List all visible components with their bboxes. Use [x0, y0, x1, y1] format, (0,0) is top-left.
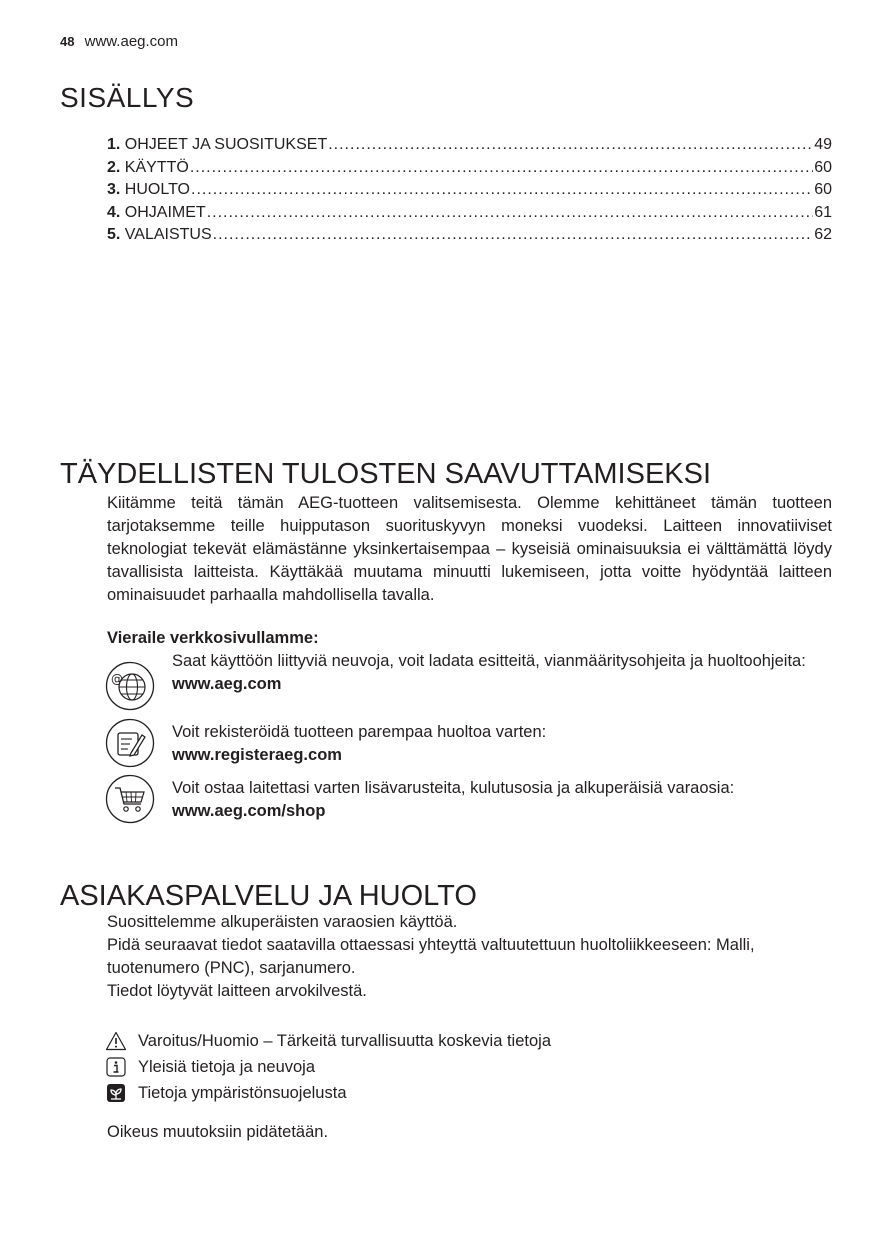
toc-item-number: 4.	[107, 203, 121, 221]
toc-item-label: OHJAIMET	[124, 203, 206, 221]
link-row-support	[105, 654, 833, 716]
toc-item-page: 62	[814, 226, 832, 243]
link-aeg[interactable]: www.aeg.com	[172, 675, 282, 693]
toc-item-number: 3.	[107, 181, 121, 198]
info-icon	[105, 1057, 127, 1077]
toc-title: SISÄLLYS	[60, 82, 195, 113]
toc-item-1[interactable]	[107, 136, 832, 159]
toc-leader-dots	[190, 159, 813, 177]
globe-icon	[105, 661, 155, 711]
header-url[interactable]: www.aeg.com	[84, 33, 179, 50]
legend-warning	[105, 1028, 551, 1054]
toc-item-label: HUOLTO	[124, 181, 190, 198]
toc-item-page: 60	[814, 158, 832, 176]
visit-heading: Vieraile verkkosivullamme:	[107, 629, 319, 647]
svg-text:@: @	[111, 672, 123, 686]
intro-paragraph: Kiitämme teitä tämän AEG-tuotteen valitsemisesta. Olemme kehittäneet tämän tuotteen tarjotaksemme teille huipputason suorituskyvyn moneksi vuodeksi. Laitteen innovatiiviset teknologiat tekevät elämästänne yksinkertaisempaa – kyseisiä ominaisuuksia ei välttämättä löydy tavallisista laitteista. Käyttäkää muutama minuutti lukemiseen, jotta voitte hyödyntää laitteen ominaisuudet parhaalla mahdollisella tavalla.	[107, 494, 832, 604]
legend-environment	[105, 1080, 551, 1106]
toc-item-2[interactable]	[107, 159, 832, 182]
toc-item-label: OHJEET JA SUOSITUKSET	[124, 136, 328, 153]
link-row-shop	[105, 774, 833, 826]
toc-item-4[interactable]	[107, 204, 832, 227]
toc-item-label: KÄYTTÖ	[124, 158, 189, 176]
service-line-3: Tiedot löytyvät laitteen arvokilvestä.	[107, 982, 367, 1000]
register-icon	[105, 718, 155, 768]
link-description: Voit ostaa laitettasi varten lisävarusteita, kulutusosia ja alkuperäisiä varaosia:	[172, 779, 735, 797]
legend-text: Yleisiä tietoja ja neuvoja	[138, 1057, 316, 1076]
link-row-register	[105, 718, 833, 770]
toc-leader-dots	[328, 136, 813, 154]
service-line-1: Suosittelemme alkuperäisten varaosien käyttöä.	[107, 913, 458, 931]
environment-icon	[105, 1083, 127, 1103]
legend-text: Tietoja ympäristönsuojelusta	[138, 1083, 347, 1102]
toc-item-number: 1.	[107, 136, 121, 153]
toc-leader-dots	[213, 226, 814, 244]
section-title-service: ASIAKASPALVELU JA HUOLTO	[60, 880, 477, 912]
page-number: 48	[60, 34, 75, 49]
table-of-contents	[107, 136, 832, 249]
toc-leader-dots	[191, 181, 813, 199]
link-description: Saat käyttöön liittyviä neuvoja, voit ladata esitteitä, vianmääritysohjeita ja huoltoohjeita:	[172, 652, 806, 670]
symbol-legend	[105, 1028, 551, 1106]
section-title-results: TÄYDELLISTEN TULOSTEN SAAVUTTAMISEKSI	[60, 458, 712, 490]
link-description: Voit rekisteröidä tuotteen parempaa huoltoa varten:	[172, 723, 547, 741]
shopping-cart-icon	[105, 774, 155, 824]
service-text	[107, 911, 832, 1003]
link-shop[interactable]: www.aeg.com/shop	[172, 802, 326, 820]
toc-item-page: 60	[814, 181, 832, 198]
page-header	[60, 33, 178, 50]
toc-item-3[interactable]	[107, 181, 832, 204]
warning-icon	[105, 1031, 127, 1051]
toc-leader-dots	[207, 204, 814, 222]
toc-item-page: 49	[814, 136, 832, 153]
legend-text: Varoitus/Huomio – Tärkeitä turvallisuutta koskevia tietoja	[138, 1031, 551, 1050]
toc-item-label: VALAISTUS	[124, 226, 212, 243]
link-register[interactable]: www.registeraeg.com	[172, 746, 342, 764]
toc-item-number: 2.	[107, 158, 121, 176]
toc-item-5[interactable]	[107, 226, 832, 249]
service-line-2: Pidä seuraavat tiedot saatavilla ottaessasi yhteyttä valtuutettuun huoltoliikkeeseen: Malli, tuotenumero (PNC), sarjanumero.	[107, 936, 755, 977]
toc-item-number: 5.	[107, 226, 121, 243]
toc-item-page: 61	[814, 203, 832, 221]
legend-info	[105, 1054, 551, 1080]
footer-note: Oikeus muutoksiin pidätetään.	[107, 1123, 329, 1141]
